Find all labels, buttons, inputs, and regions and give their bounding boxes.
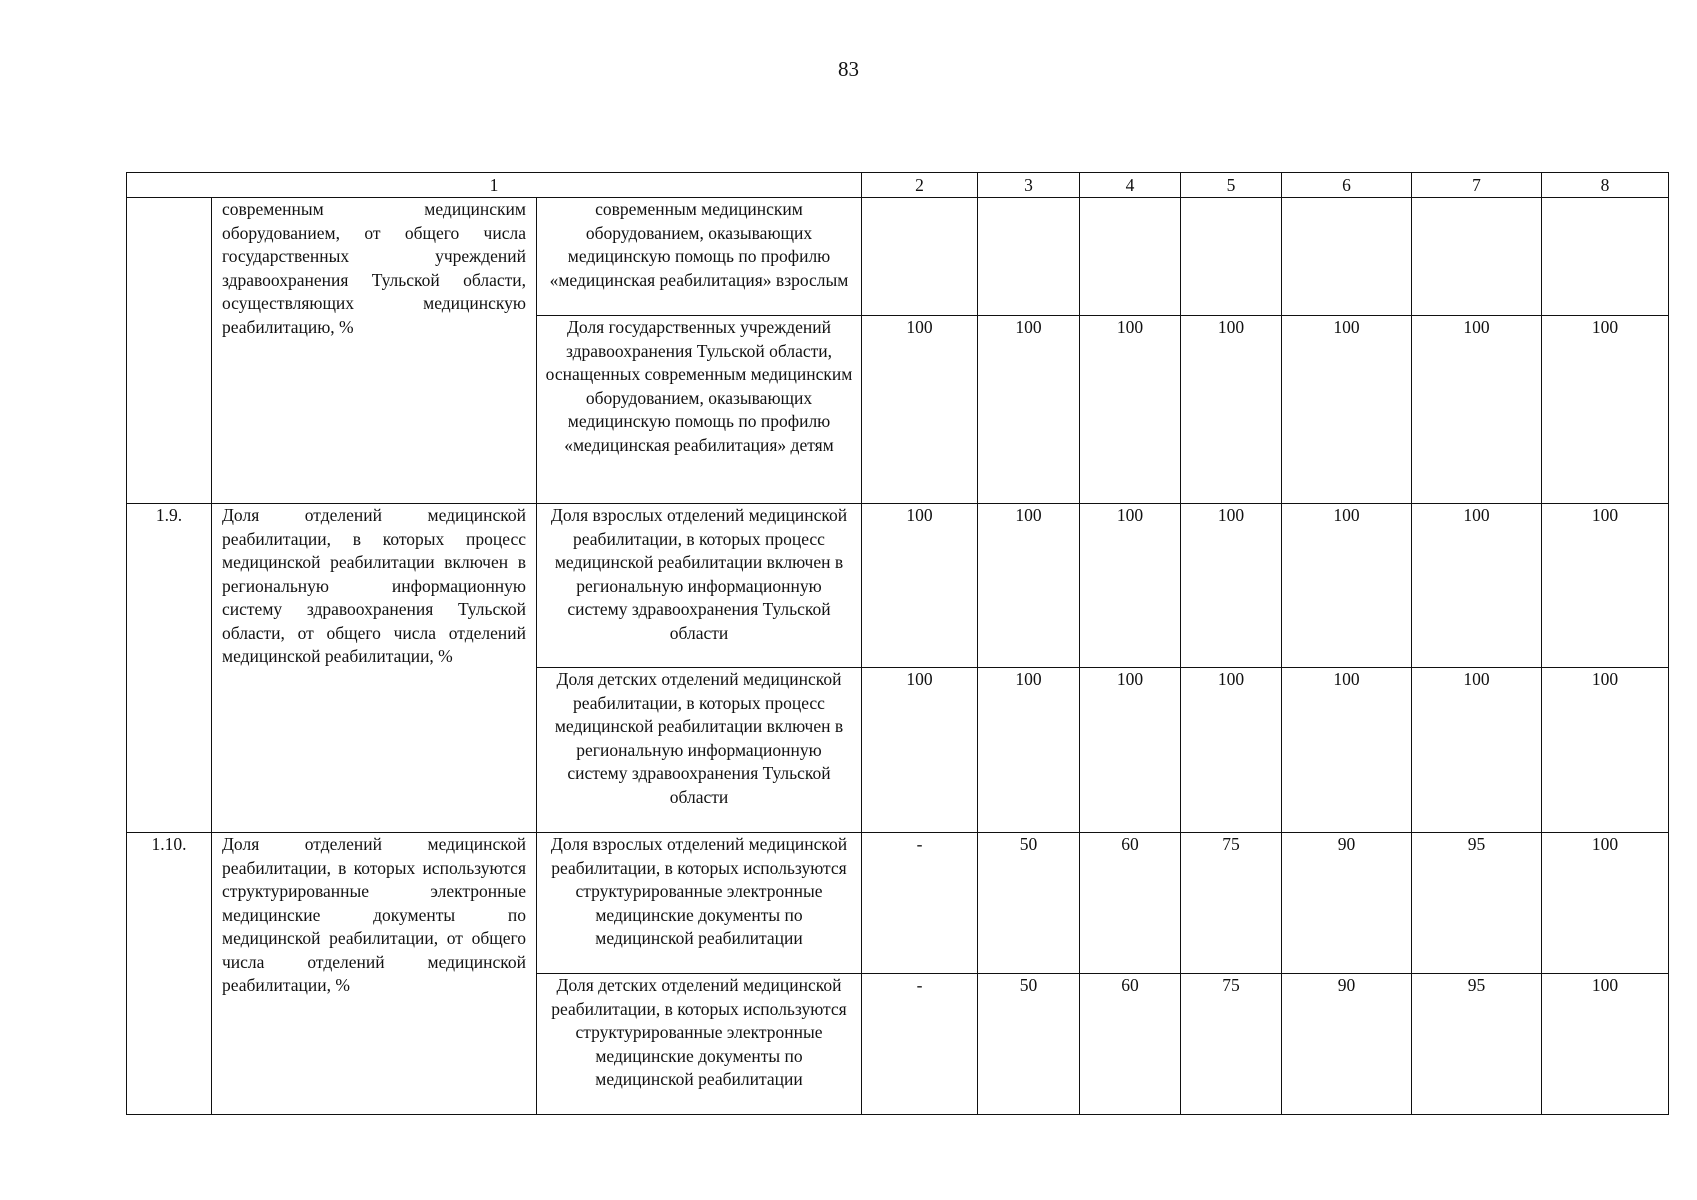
indicator-table <box>126 172 1669 1115</box>
header-col-6: 6 <box>1282 173 1412 198</box>
value-cell: 100 <box>1181 504 1282 668</box>
value-cell: 100 <box>1181 668 1282 833</box>
sub-indicator-name: Доля детских отделений медицинской реабилитации, в которых используются структурированные электронные медицинские документы по медицинской реабилитации <box>537 974 862 1115</box>
header-col-3: 3 <box>978 173 1080 198</box>
value-cell: 100 <box>1412 504 1542 668</box>
value-cell: 100 <box>862 316 978 504</box>
value-cell: 100 <box>1542 833 1669 974</box>
value-cell: 95 <box>1412 833 1542 974</box>
sub-indicator-name: Доля взрослых отделений медицинской реабилитации, в которых процесс медицинской реабилитации включен в региональную информационную систему здравоохранения Тульской области <box>537 504 862 668</box>
value-cell: 50 <box>978 974 1080 1115</box>
value-cell: 75 <box>1181 833 1282 974</box>
value-cell: 100 <box>1282 316 1412 504</box>
value-cell: 100 <box>1080 668 1181 833</box>
value-cell: 100 <box>978 668 1080 833</box>
row-number <box>127 198 212 504</box>
value-cell: 100 <box>862 668 978 833</box>
value-cell: 100 <box>1282 504 1412 668</box>
value-cell <box>1282 198 1412 316</box>
value-cell <box>1542 198 1669 316</box>
value-cell: 100 <box>862 504 978 668</box>
indicator-name: Доля отделений медицинской реабилитации, в которых процесс медицинской реабилитации включен в региональную информационную систему здравоохранения Тульской области, от общего числа отделений медицинской реабилитации, % <box>212 504 537 833</box>
value-cell: 100 <box>1282 668 1412 833</box>
table-row <box>127 504 1669 668</box>
header-col-8: 8 <box>1542 173 1669 198</box>
value-cell <box>862 198 978 316</box>
value-cell: 95 <box>1412 974 1542 1115</box>
value-cell: 75 <box>1181 974 1282 1115</box>
sub-indicator-name: Доля государственных учреждений здравоохранения Тульской области, оснащенных современным медицинским оборудованием, оказывающих медицинскую помощь по профилю «медицинская реабилитация» детям <box>537 316 862 504</box>
value-cell <box>1181 198 1282 316</box>
value-cell <box>1080 198 1181 316</box>
value-cell <box>1412 198 1542 316</box>
column-number-header-row <box>127 173 1669 198</box>
sub-indicator-name: Доля взрослых отделений медицинской реабилитации, в которых используются структурированные электронные медицинские документы по медицинской реабилитации <box>537 833 862 974</box>
value-cell: 100 <box>1080 504 1181 668</box>
table-row <box>127 198 1669 316</box>
value-cell: 90 <box>1282 833 1412 974</box>
value-cell: 90 <box>1282 974 1412 1115</box>
header-col-5: 5 <box>1181 173 1282 198</box>
header-col-4: 4 <box>1080 173 1181 198</box>
value-cell: 100 <box>1542 974 1669 1115</box>
value-cell: - <box>862 833 978 974</box>
value-cell: 100 <box>978 316 1080 504</box>
header-col-1: 1 <box>127 173 862 198</box>
indicator-name: современным медицинским оборудованием, от общего числа государственных учреждений здравоохранения Тульской области, осуществляющих медицинскую реабилитацию, % <box>212 198 537 504</box>
header-col-2: 2 <box>862 173 978 198</box>
value-cell: 100 <box>1181 316 1282 504</box>
row-number: 1.9. <box>127 504 212 833</box>
sub-indicator-name: современным медицинским оборудованием, оказывающих медицинскую помощь по профилю «медицинская реабилитация» взрослым <box>537 198 862 316</box>
value-cell: 100 <box>1080 316 1181 504</box>
value-cell: 60 <box>1080 833 1181 974</box>
value-cell <box>978 198 1080 316</box>
value-cell: 100 <box>978 504 1080 668</box>
value-cell: 100 <box>1542 504 1669 668</box>
value-cell: 100 <box>1412 316 1542 504</box>
page-number: 83 <box>838 57 859 81</box>
indicator-name: Доля отделений медицинской реабилитации, в которых используются структурированные электронные медицинские документы по медицинской реабилитации, от общего числа отделений медицинской реабилитации, % <box>212 833 537 1115</box>
value-cell: 50 <box>978 833 1080 974</box>
table-row <box>127 833 1669 974</box>
header-col-7: 7 <box>1412 173 1542 198</box>
value-cell: 100 <box>1412 668 1542 833</box>
value-cell: - <box>862 974 978 1115</box>
value-cell: 60 <box>1080 974 1181 1115</box>
row-number: 1.10. <box>127 833 212 1115</box>
value-cell: 100 <box>1542 316 1669 504</box>
value-cell: 100 <box>1542 668 1669 833</box>
sub-indicator-name: Доля детских отделений медицинской реабилитации, в которых процесс медицинской реабилитации включен в региональную информационную систему здравоохранения Тульской области <box>537 668 862 833</box>
